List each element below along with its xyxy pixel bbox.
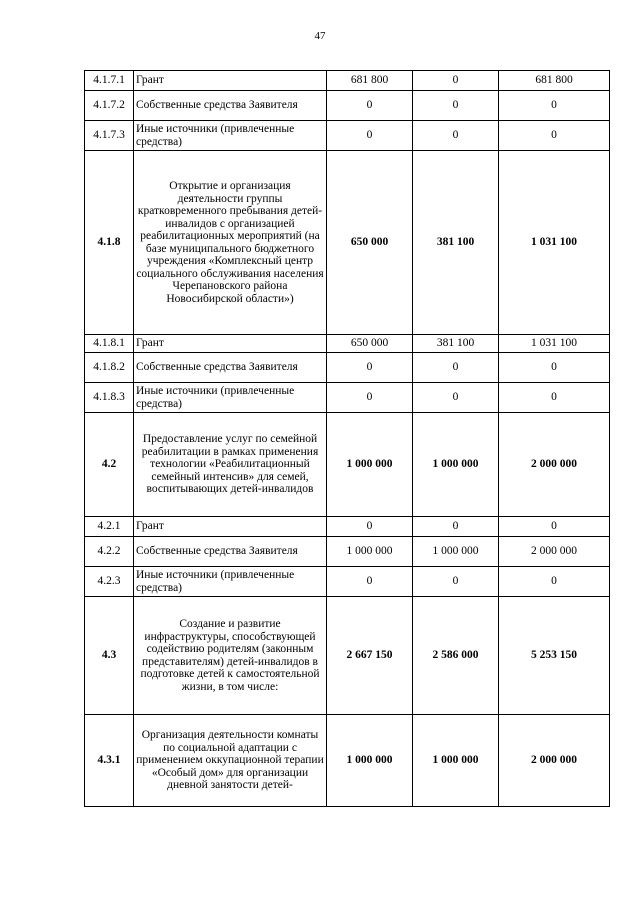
- row-name-cell: Собственные средства Заявителя: [134, 91, 327, 121]
- value-cell-1: 0: [327, 91, 413, 121]
- value-cell-2: 1 000 000: [413, 715, 499, 807]
- row-name-cell: Грант: [134, 517, 327, 537]
- table-row: [85, 597, 610, 715]
- row-name-cell: Собственные средства Заявителя: [134, 353, 327, 383]
- value-cell-3: 2 000 000: [499, 715, 610, 807]
- value-cell-3: 0: [499, 383, 610, 413]
- value-cell-2: 0: [413, 517, 499, 537]
- table-row: [85, 335, 610, 353]
- row-name-cell: Предоставление услуг по семейной реабилитации в рамках применения технологии «Реабилитационный семейный интенсив» для семей, воспитывающих детей-инвалидов: [134, 413, 327, 517]
- value-cell-2: 381 100: [413, 335, 499, 353]
- budget-table: [84, 70, 610, 807]
- value-cell-1: 650 000: [327, 335, 413, 353]
- value-cell-1: 1 000 000: [327, 413, 413, 517]
- table-row: [85, 91, 610, 121]
- row-number-cell: 4.2.1: [85, 517, 134, 537]
- table-body: [85, 71, 610, 807]
- value-cell-1: 1 000 000: [327, 715, 413, 807]
- row-name-cell: Открытие и организация деятельности группы кратковременного пребывания детей-инвалидов с организацией реабилитационных мероприятий (на базе муниципального бюджетного учреждения «Комплексный центр социального обслуживания населения Черепановского района Новосибирской области»): [134, 151, 327, 335]
- page-number: 47: [314, 30, 326, 42]
- table-row: [85, 353, 610, 383]
- row-number-cell: 4.1.7.3: [85, 121, 134, 151]
- value-cell-2: 1 000 000: [413, 413, 499, 517]
- row-name-cell: Иные источники (привлеченные средства): [134, 567, 327, 597]
- value-cell-1: 0: [327, 121, 413, 151]
- row-number-cell: 4.2: [85, 413, 134, 517]
- value-cell-3: 1 031 100: [499, 151, 610, 335]
- value-cell-1: 0: [327, 383, 413, 413]
- row-name-cell: Организация деятельности комнаты по социальной адаптации с применением оккупационной терапии «Особый дом» для организации дневной занятости детей-: [134, 715, 327, 807]
- value-cell-2: 1 000 000: [413, 537, 499, 567]
- value-cell-2: 0: [413, 567, 499, 597]
- row-number-cell: 4.1.8.2: [85, 353, 134, 383]
- row-number-cell: 4.1.8.1: [85, 335, 134, 353]
- value-cell-2: 0: [413, 383, 499, 413]
- value-cell-2: 0: [413, 353, 499, 383]
- value-cell-3: 0: [499, 121, 610, 151]
- table-row: [85, 383, 610, 413]
- row-number-cell: 4.1.8.3: [85, 383, 134, 413]
- value-cell-1: 0: [327, 567, 413, 597]
- value-cell-1: 1 000 000: [327, 537, 413, 567]
- row-number-cell: 4.1.7.1: [85, 71, 134, 91]
- table-row: [85, 517, 610, 537]
- table-row: [85, 537, 610, 567]
- value-cell-3: 681 800: [499, 71, 610, 91]
- value-cell-3: 2 000 000: [499, 413, 610, 517]
- value-cell-1: 0: [327, 353, 413, 383]
- value-cell-3: 0: [499, 517, 610, 537]
- value-cell-3: 0: [499, 91, 610, 121]
- row-name-cell: Создание и развитие инфраструктуры, способствующей содействию родителям (законным представителям) детей-инвалидов в подготовке детей к самостоятельной жизни, в том числе:: [134, 597, 327, 715]
- value-cell-3: 0: [499, 353, 610, 383]
- row-name-cell: Грант: [134, 71, 327, 91]
- row-number-cell: 4.1.8: [85, 151, 134, 335]
- value-cell-3: 0: [499, 567, 610, 597]
- row-name-cell: Иные источники (привлеченные средства): [134, 121, 327, 151]
- table-row: [85, 151, 610, 335]
- table-row: [85, 413, 610, 517]
- table-row: [85, 715, 610, 807]
- value-cell-1: 650 000: [327, 151, 413, 335]
- table-row: [85, 567, 610, 597]
- value-cell-2: 0: [413, 121, 499, 151]
- value-cell-3: 1 031 100: [499, 335, 610, 353]
- value-cell-2: 381 100: [413, 151, 499, 335]
- row-number-cell: 4.2.3: [85, 567, 134, 597]
- row-number-cell: 4.2.2: [85, 537, 134, 567]
- value-cell-3: 5 253 150: [499, 597, 610, 715]
- value-cell-3: 2 000 000: [499, 537, 610, 567]
- row-name-cell: Грант: [134, 335, 327, 353]
- row-name-cell: Собственные средства Заявителя: [134, 537, 327, 567]
- value-cell-1: 681 800: [327, 71, 413, 91]
- value-cell-2: 0: [413, 71, 499, 91]
- row-number-cell: 4.3: [85, 597, 134, 715]
- table-row: [85, 71, 610, 91]
- row-number-cell: 4.1.7.2: [85, 91, 134, 121]
- row-name-cell: Иные источники (привлеченные средства): [134, 383, 327, 413]
- value-cell-2: 0: [413, 91, 499, 121]
- table-row: [85, 121, 610, 151]
- value-cell-2: 2 586 000: [413, 597, 499, 715]
- row-number-cell: 4.3.1: [85, 715, 134, 807]
- value-cell-1: 2 667 150: [327, 597, 413, 715]
- value-cell-1: 0: [327, 517, 413, 537]
